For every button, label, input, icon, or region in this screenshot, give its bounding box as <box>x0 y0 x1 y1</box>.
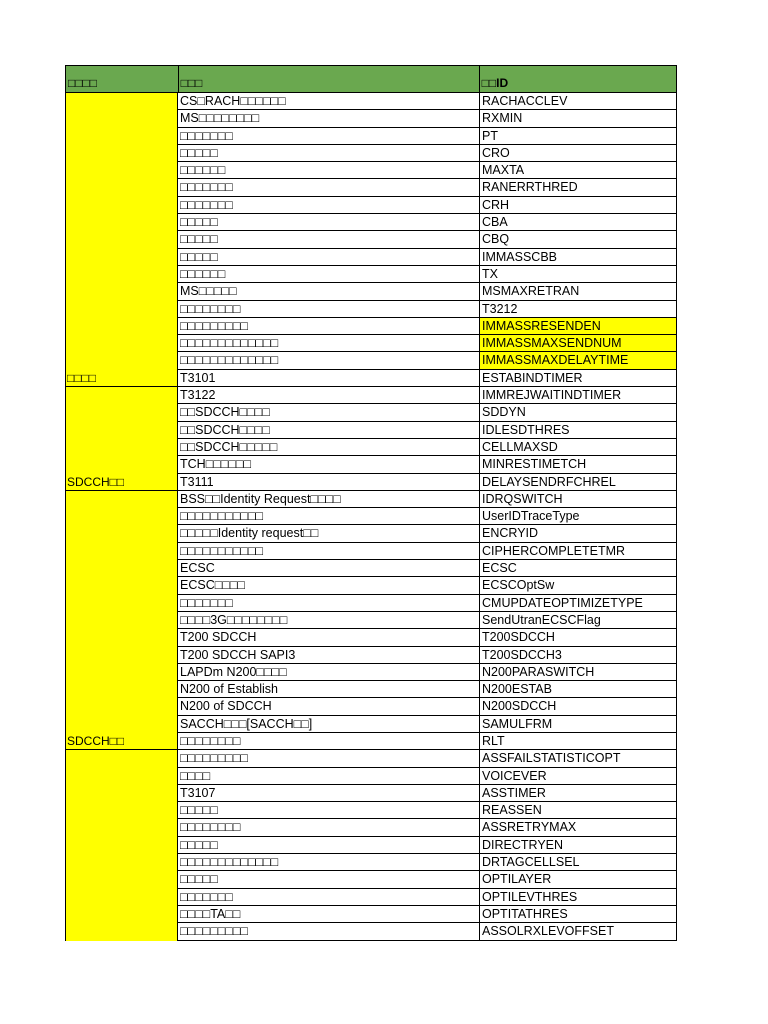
parameter-name-cell[interactable]: T3111 <box>178 474 480 490</box>
parameter-id-cell[interactable]: N200SDCCH <box>480 698 677 714</box>
parameter-id-cell[interactable]: MSMAXRETRAN <box>480 283 677 299</box>
table-row <box>178 681 677 698</box>
table-row <box>178 179 677 196</box>
parameter-id-cell[interactable]: SendUtranECSCFlag <box>480 612 677 628</box>
parameter-id-cell[interactable]: DRTAGCELLSEL <box>480 854 677 870</box>
parameter-id-cell[interactable]: IMMREJWAITINDTIMER <box>480 387 677 403</box>
parameter-name-cell[interactable]: MS□□□□□□□□ <box>178 110 480 126</box>
parameter-name-cell[interactable]: T200 SDCCH SAPI3 <box>178 647 480 663</box>
parameter-name-cell[interactable]: □□□□□ <box>178 249 480 265</box>
parameter-name-cell[interactable]: □□□□□ <box>178 871 480 887</box>
parameter-name-cell[interactable]: □□□□□□□□□ <box>178 923 480 939</box>
parameter-id-cell[interactable]: DELAYSENDRFCHREL <box>480 474 677 490</box>
table-row <box>178 474 677 491</box>
parameter-name-cell[interactable]: ECSC <box>178 560 480 576</box>
table-row <box>178 802 677 819</box>
table-row <box>178 318 677 335</box>
category-label: SDCCH□□ <box>67 474 125 489</box>
table-row <box>178 698 677 715</box>
parameter-name-cell[interactable]: □□□□□ <box>178 802 480 818</box>
table-row <box>178 370 677 387</box>
parameter-id-cell[interactable]: VOICEVER <box>480 768 677 784</box>
table-row <box>178 612 677 629</box>
parameter-id-cell[interactable]: IMMASSMAXSENDNUM <box>480 335 677 351</box>
table-row <box>178 508 677 525</box>
parameter-id-cell[interactable]: ENCRYID <box>480 525 677 541</box>
parameter-name-cell[interactable]: T3107 <box>178 785 480 801</box>
parameter-name-cell[interactable]: □□□□□ <box>178 145 480 161</box>
parameter-name-cell[interactable]: □□□□□□□ <box>178 128 480 144</box>
parameter-id-cell[interactable]: ECSCOptSw <box>480 577 677 593</box>
parameter-id-cell[interactable]: ESTABINDTIMER <box>480 370 677 386</box>
table-row <box>178 854 677 871</box>
parameter-name-cell[interactable]: □□□□□□□ <box>178 197 480 213</box>
parameter-name-cell[interactable]: □□□□□□□□□□□□□ <box>178 335 480 351</box>
table-row <box>178 162 677 179</box>
parameter-id-cell[interactable]: CBA <box>480 214 677 230</box>
parameter-sheet <box>65 65 677 939</box>
parameter-rows <box>178 93 677 941</box>
table-row <box>178 214 677 231</box>
parameter-id-cell[interactable]: RLT <box>480 733 677 749</box>
header-parameter-id[interactable]: □□ID <box>481 76 509 90</box>
table-row <box>178 923 677 940</box>
parameter-name-cell[interactable]: CS□RACH□□□□□□ <box>178 93 480 109</box>
parameter-name-cell[interactable]: □□□□□□□□□□□ <box>178 543 480 559</box>
parameter-id-cell[interactable]: SAMULFRM <box>480 716 677 732</box>
table-row <box>178 629 677 646</box>
table-row <box>178 231 677 248</box>
table-row <box>178 560 677 577</box>
parameter-id-cell[interactable]: RXMIN <box>480 110 677 126</box>
parameter-id-cell[interactable]: TX <box>480 266 677 282</box>
table-row <box>178 837 677 854</box>
table-row <box>178 422 677 439</box>
table-row <box>178 525 677 542</box>
table-row <box>178 283 677 300</box>
parameter-id-cell[interactable]: CELLMAXSD <box>480 439 677 455</box>
parameter-id-cell[interactable]: CRO <box>480 145 677 161</box>
parameter-name-cell[interactable]: TCH□□□□□□ <box>178 456 480 472</box>
table-row <box>178 110 677 127</box>
parameter-id-cell[interactable]: T200SDCCH <box>480 629 677 645</box>
parameter-id-cell[interactable]: T3212 <box>480 301 677 317</box>
table-row <box>178 819 677 836</box>
parameter-id-cell[interactable]: CBQ <box>480 231 677 247</box>
parameter-id-cell[interactable]: OPTILEVTHRES <box>480 889 677 905</box>
parameter-name-cell[interactable]: T3101 <box>178 370 480 386</box>
parameter-id-cell[interactable]: CMUPDATEOPTIMIZETYPE <box>480 595 677 611</box>
parameter-name-cell[interactable]: ECSC□□□□ <box>178 577 480 593</box>
parameter-name-cell[interactable]: N200 of SDCCH <box>178 698 480 714</box>
parameter-id-cell[interactable]: IDLESDTHRES <box>480 422 677 438</box>
table-row <box>178 543 677 560</box>
parameter-id-cell[interactable]: RANERRTHRED <box>480 179 677 195</box>
parameter-name-cell[interactable]: □□□□TA□□ <box>178 906 480 922</box>
parameter-id-cell[interactable]: OPTILAYER <box>480 871 677 887</box>
parameter-name-cell[interactable]: SACCH□□□[SACCH□□] <box>178 716 480 732</box>
table-row <box>178 595 677 612</box>
parameter-name-cell[interactable]: □□□□□□□□□□□ <box>178 508 480 524</box>
parameter-id-cell[interactable]: CIPHERCOMPLETETMR <box>480 543 677 559</box>
table-row <box>178 664 677 681</box>
parameter-id-cell[interactable]: N200PARASWITCH <box>480 664 677 680</box>
header-category[interactable]: □□□□ <box>66 66 179 92</box>
category-group-cell[interactable] <box>65 491 178 751</box>
category-group-cell[interactable] <box>65 93 178 387</box>
table-row <box>178 439 677 456</box>
parameter-name-cell[interactable]: □□□□□□□□ <box>178 819 480 835</box>
parameter-name-cell[interactable]: □□□□ <box>178 768 480 784</box>
table-row <box>178 387 677 404</box>
table-row <box>178 145 677 162</box>
parameter-name-cell[interactable]: □□SDCCH□□□□ <box>178 404 480 420</box>
category-label: □□□□ <box>67 371 96 386</box>
category-group-cell[interactable] <box>65 750 178 940</box>
parameter-name-cell[interactable]: □□□□□□ <box>178 266 480 282</box>
parameter-name-cell[interactable]: □□□□□ <box>178 214 480 230</box>
parameter-id-cell[interactable]: IDRQSWITCH <box>480 491 677 507</box>
parameter-id-cell[interactable]: ECSC <box>480 560 677 576</box>
parameter-name-cell[interactable]: □□□□□□□□□□□□□ <box>178 854 480 870</box>
table-row <box>178 301 677 318</box>
parameter-name-cell[interactable]: □□□□□□□□□ <box>178 318 480 334</box>
parameter-id-cell[interactable]: MAXTA <box>480 162 677 178</box>
parameter-name-cell[interactable]: □□□□□□□ <box>178 179 480 195</box>
parameter-id-cell[interactable]: IMMASSCBB <box>480 249 677 265</box>
parameter-id-cell[interactable]: ASSRETRYMAX <box>480 819 677 835</box>
parameter-name-cell[interactable]: □□□□□ <box>178 231 480 247</box>
table-row <box>178 266 677 283</box>
table-row <box>178 491 677 508</box>
parameter-id-cell[interactable]: RACHACCLEV <box>480 93 677 109</box>
table-row <box>178 128 677 145</box>
parameter-name-cell[interactable]: □□□□□Identity request□□ <box>178 525 480 541</box>
category-group-cell[interactable] <box>65 387 178 491</box>
table-row <box>178 404 677 421</box>
parameter-name-cell[interactable]: □□□□□□□□ <box>178 301 480 317</box>
table-row <box>178 733 677 750</box>
parameter-name-cell[interactable]: □□□□□ <box>178 837 480 853</box>
table-row <box>178 716 677 733</box>
table-row <box>178 768 677 785</box>
table-row <box>178 352 677 369</box>
parameter-id-cell[interactable]: SDDYN <box>480 404 677 420</box>
parameter-name-cell[interactable]: □□□□□□□□□□□□□ <box>178 352 480 368</box>
table-row <box>178 93 677 110</box>
parameter-name-cell[interactable]: □□SDCCH□□□□ <box>178 422 480 438</box>
table-row <box>178 871 677 888</box>
parameter-name-cell[interactable]: MS□□□□□ <box>178 283 480 299</box>
table-row <box>178 785 677 802</box>
parameter-name-cell[interactable]: LAPDm N200□□□□ <box>178 664 480 680</box>
header-row <box>65 65 677 93</box>
table-row <box>178 647 677 664</box>
parameter-id-cell[interactable]: ASSFAILSTATISTICOPT <box>480 750 677 766</box>
parameter-name-cell[interactable]: BSS□□Identity Request□□□□ <box>178 491 480 507</box>
category-label: SDCCH□□ <box>67 734 125 749</box>
parameter-name-cell[interactable]: T200 SDCCH <box>178 629 480 645</box>
header-parameter-name[interactable]: □□□ <box>179 66 480 92</box>
parameter-name-cell[interactable]: □□□□□□□ <box>178 889 480 905</box>
table-row <box>178 335 677 352</box>
table-row <box>178 906 677 923</box>
parameter-id-cell[interactable]: T200SDCCH3 <box>480 647 677 663</box>
parameter-id-cell[interactable]: IMMASSRESENDEN <box>480 318 677 334</box>
parameter-id-cell[interactable]: ASSOLRXLEVOFFSET <box>480 923 677 939</box>
parameter-name-cell[interactable]: □□□□□□□ <box>178 595 480 611</box>
parameter-name-cell[interactable]: □□□□□□ <box>178 162 480 178</box>
table-row <box>178 750 677 767</box>
parameter-id-cell[interactable]: OPTITATHRES <box>480 906 677 922</box>
parameter-name-cell[interactable]: □□SDCCH□□□□□ <box>178 439 480 455</box>
parameter-id-cell[interactable]: CRH <box>480 197 677 213</box>
parameter-id-cell[interactable]: MINRESTIMETCH <box>480 456 677 472</box>
parameter-id-cell[interactable]: DIRECTRYEN <box>480 837 677 853</box>
parameter-id-cell[interactable]: N200ESTAB <box>480 681 677 697</box>
parameter-name-cell[interactable]: □□□□3G□□□□□□□□ <box>178 612 480 628</box>
parameter-name-cell[interactable]: □□□□□□□□ <box>178 733 480 749</box>
parameter-name-cell[interactable]: □□□□□□□□□ <box>178 750 480 766</box>
parameter-id-cell[interactable]: UserIDTraceType <box>480 508 677 524</box>
table-row <box>178 456 677 473</box>
parameter-id-cell[interactable]: ASSTIMER <box>480 785 677 801</box>
table-row <box>178 577 677 594</box>
table-row <box>178 249 677 266</box>
parameter-id-cell[interactable]: PT <box>480 128 677 144</box>
parameter-id-cell[interactable]: REASSEN <box>480 802 677 818</box>
parameter-name-cell[interactable]: N200 of Establish <box>178 681 480 697</box>
parameter-id-cell[interactable]: IMMASSMAXDELAYTIME <box>480 352 677 368</box>
table-row <box>178 197 677 214</box>
parameter-name-cell[interactable]: T3122 <box>178 387 480 403</box>
table-row <box>178 889 677 906</box>
